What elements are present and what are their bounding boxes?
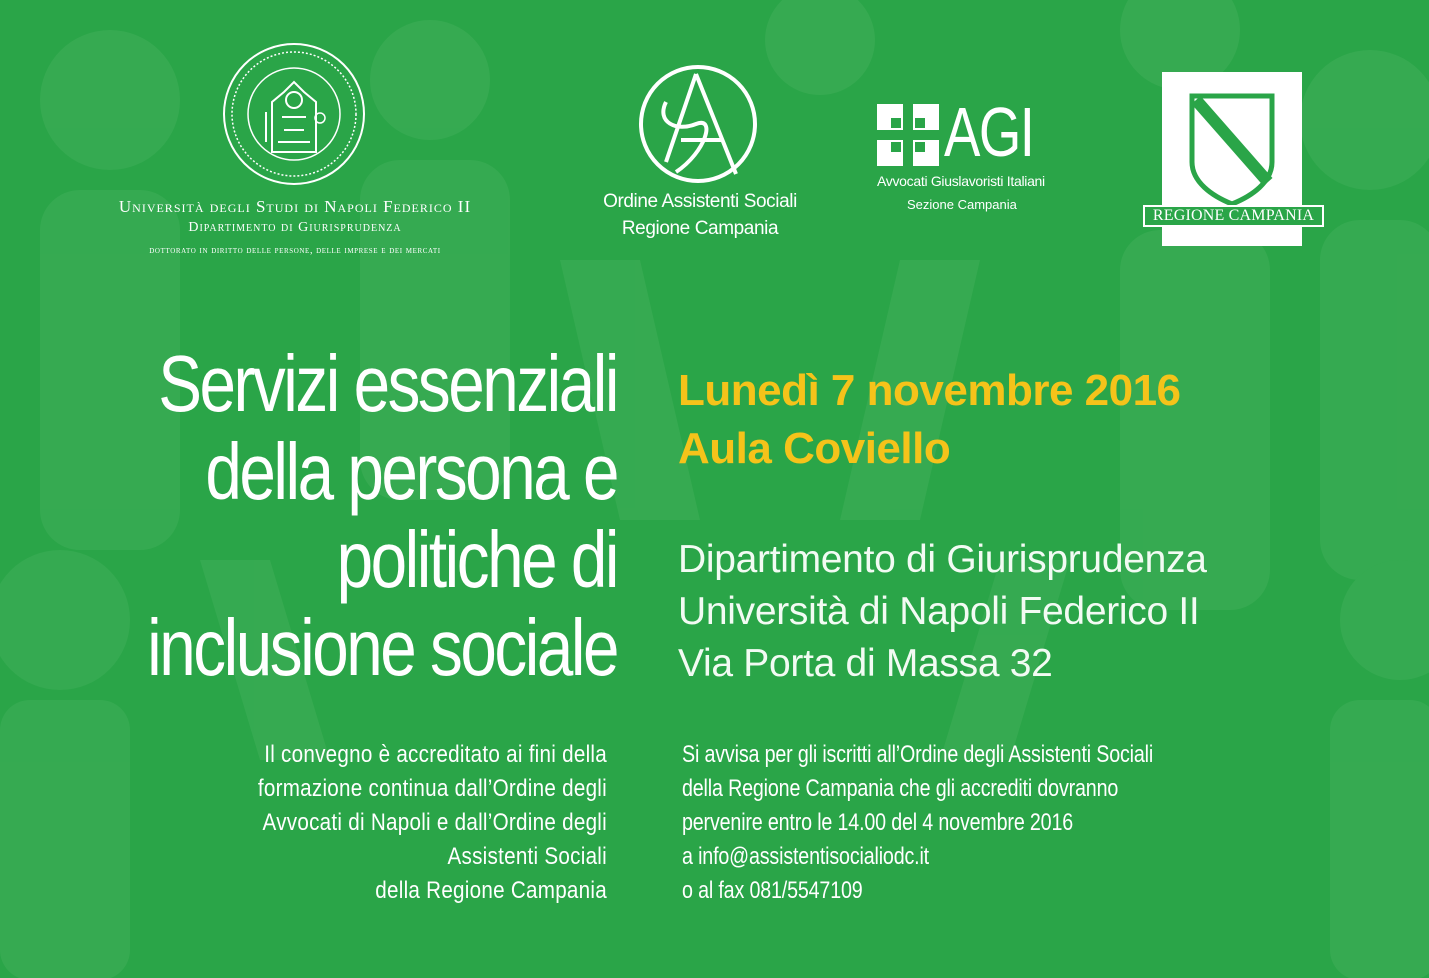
phd-program: dottorato in diritto delle persone, delle imprese e dei mercati <box>149 245 441 256</box>
accreditation-note <box>258 738 607 908</box>
university-name: Università degli Studi di Napoli Federico II <box>118 197 472 216</box>
ordine-line1: Ordine Assistenti Sociali <box>603 191 797 212</box>
notice-block <box>682 738 1153 908</box>
university-block <box>60 196 530 260</box>
event-title <box>147 340 617 692</box>
ordine-line2: Regione Campania <box>621 218 779 239</box>
department-name: Dipartimento di Giurisprudenza <box>188 220 402 235</box>
event-date-block <box>678 362 1181 478</box>
event-venue <box>678 534 1207 690</box>
regione-label: REGIONE CAMPANIA <box>1143 205 1324 227</box>
ordine-name <box>560 188 840 242</box>
ordine-logo-icon <box>636 62 760 186</box>
title-line: della persona e <box>205 427 617 516</box>
notice-email[interactable]: a info@assistentisocialiodc.it <box>682 843 929 870</box>
accreditation-line: formazione continua dall’Ordine degli <box>257 775 607 802</box>
accreditation-line: Avvocati di Napoli e dall’Ordine degli <box>262 809 607 836</box>
notice-line: Si avvisa per gli iscritti all’Ordine degli Assistenti Sociali <box>682 741 1154 768</box>
venue-line: Università di Napoli Federico II <box>678 590 1200 633</box>
accreditation-line: Assistenti Sociali <box>447 843 607 870</box>
event-date: Lunedì 7 novembre 2016 <box>678 366 1181 415</box>
notice-line: della Regione Campania che gli accrediti dovranno <box>682 775 1119 802</box>
agi-subtitle: Avvocati Giuslavoristi Italiani <box>877 173 1045 189</box>
title-line: inclusione sociale <box>147 603 617 692</box>
notice-line: pervenire entro le 14.00 del 4 novembre 2016 <box>682 809 1074 836</box>
accreditation-line: della Regione Campania <box>375 877 607 904</box>
accreditation-line: Il convegno è accreditato ai fini della <box>264 741 607 768</box>
notice-fax: o al fax 081/5547109 <box>682 877 863 904</box>
agi-cross-icon <box>877 104 939 166</box>
agi-acronym: AGI <box>944 93 1034 171</box>
title-line: Servizi essenziali <box>158 339 617 428</box>
title-line: politiche di <box>336 515 617 604</box>
agi-section: Sezione Campania <box>907 197 1017 212</box>
venue-line: Via Porta di Massa 32 <box>678 642 1053 685</box>
venue-line: Dipartimento di Giurisprudenza <box>678 538 1207 581</box>
event-room: Aula Coviello <box>678 424 951 473</box>
university-seal-icon <box>222 42 366 186</box>
